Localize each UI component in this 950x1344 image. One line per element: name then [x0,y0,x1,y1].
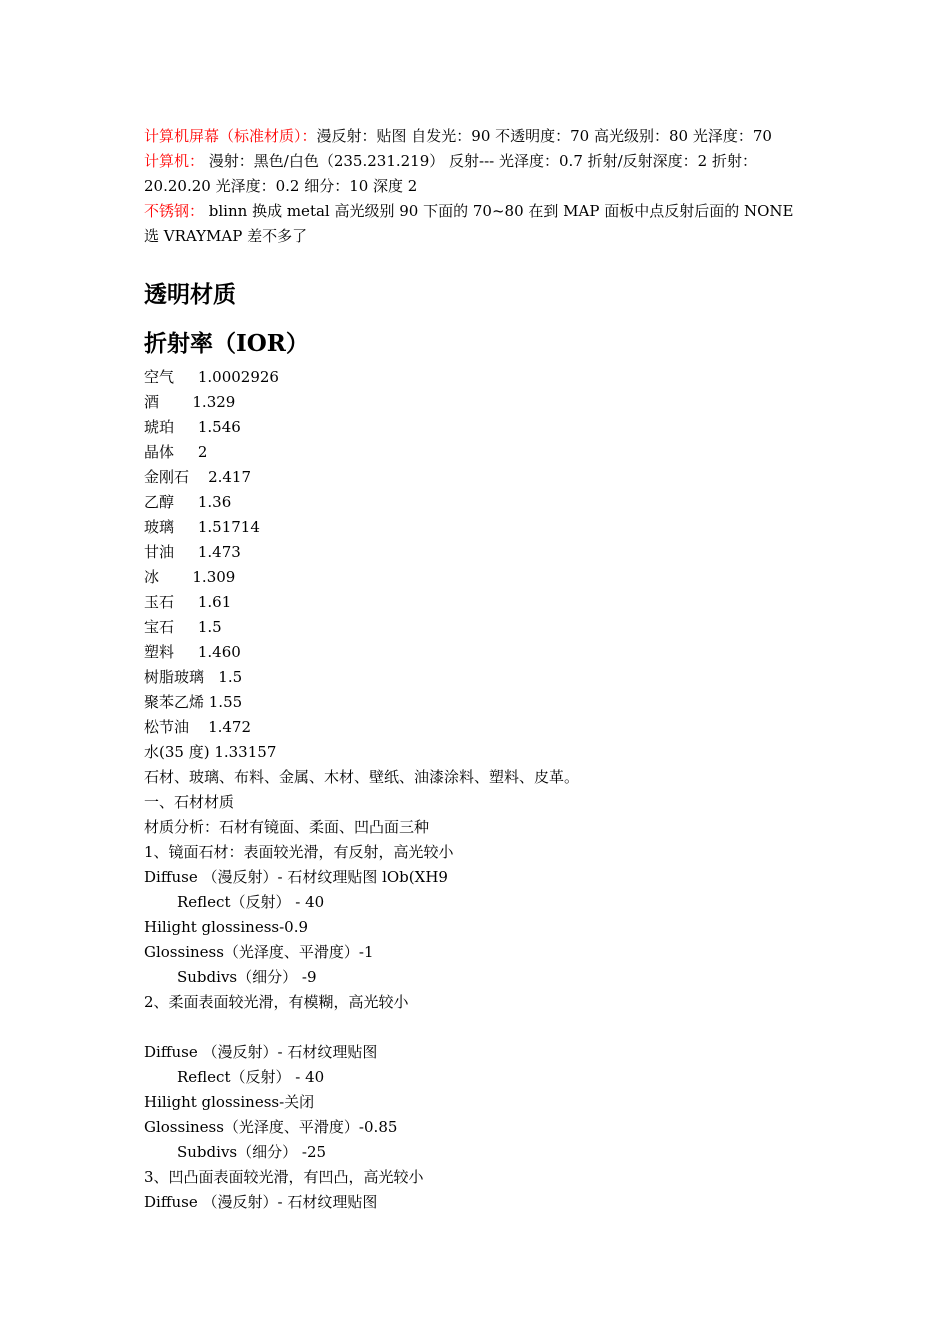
ior-row: 琥珀 1.546 [144,418,241,436]
intro-line-5: 选 VRAYMAP 差不多了 [144,227,308,245]
intro-line-1 [144,124,814,149]
ior-row: 水(35 度) 1.33157 [144,743,277,761]
ior-row: 松节油 1.472 [144,718,252,736]
mirror-glossiness: Glossiness（光泽度、平滑度）-1 [144,943,374,961]
bump-diffuse: Diffuse （漫反射）- 石材纹理贴图 [144,1193,378,1211]
blank-line [144,1015,814,1040]
ior-row: 金刚石 2.417 [144,468,252,486]
soft-glossiness: Glossiness（光泽度、平滑度）-0.85 [144,1118,398,1136]
label-computer-screen: 计算机屏幕（标准材质）： [144,127,317,145]
soft-stone-title: 2、柔面表面较光滑，有模糊，高光较小 [144,993,409,1011]
ior-row: 空气 1.0002926 [144,368,279,386]
ior-row: 甘油 1.473 [144,543,241,561]
soft-diffuse: Diffuse （漫反射）- 石材纹理贴图 [144,1043,378,1061]
intro-line-1-text: 漫反射：贴图 自发光：90 不透明度：70 高光级别：80 光泽度：70 [316,127,772,145]
bump-stone-title: 3、凹凸面表面较光滑，有凹凸，高光较小 [144,1168,424,1186]
ior-row: 宝石 1.5 [144,618,222,636]
ior-row: 晶体 2 [144,443,208,461]
mirror-diffuse: Diffuse （漫反射）- 石材纹理贴图 lOb(XH9 [144,868,448,886]
ior-row: 树脂玻璃 1.5 [144,668,243,686]
soft-subdivs: Subdivs（细分） -25 [177,1143,327,1161]
intro-line-2-text: 漫射：黑色/白色（235.231.219） 反射--- 光泽度：0.7 折射/反射深度：2 折射： [204,152,757,170]
ior-row: 冰 1.309 [144,568,236,586]
stone-title: 一、石材材质 [144,793,235,811]
intro-line-4 [144,199,814,224]
ior-row: 酒 1.329 [144,393,236,411]
mirror-reflect: Reflect（反射） - 40 [177,893,325,911]
soft-reflect: Reflect（反射） - 40 [177,1068,325,1086]
label-stainless-steel: 不锈钢： [144,202,205,220]
ior-row: 玻璃 1.51714 [144,518,260,536]
ior-row: 塑料 1.460 [144,643,241,661]
soft-hilight: Hilight glossiness-关闭 [144,1093,315,1111]
intro-line-2 [144,149,814,174]
document-page [144,124,814,1215]
section-title: 透明材质 [144,281,236,308]
ior-row: 聚苯乙烯 1.55 [144,693,243,711]
ior-title: 折射率（IOR） [144,330,309,357]
ior-list [144,365,814,765]
ior-row: 玉石 1.61 [144,593,232,611]
intro-line-3: 20.20.20 光泽度：0.2 细分：10 深度 2 [144,177,418,195]
materials-line: 石材、玻璃、布料、金属、木材、壁纸、油漆涂料、塑料、皮革。 [144,768,580,786]
intro-line-4-text: blinn 换成 metal 高光级别 90 下面的 70~80 在到 MAP 面板中点反射后面的 NONE [204,202,794,220]
mirror-subdivs: Subdivs（细分） -9 [177,968,317,986]
stone-analysis: 材质分析：石材有镜面、柔面、凹凸面三种 [144,818,430,836]
label-computer: 计算机： [144,152,205,170]
mirror-hilight: Hilight glossiness-0.9 [144,918,309,936]
ior-row: 乙醇 1.36 [144,493,232,511]
mirror-stone-title: 1、镜面石材：表面较光滑，有反射，高光较小 [144,843,454,861]
